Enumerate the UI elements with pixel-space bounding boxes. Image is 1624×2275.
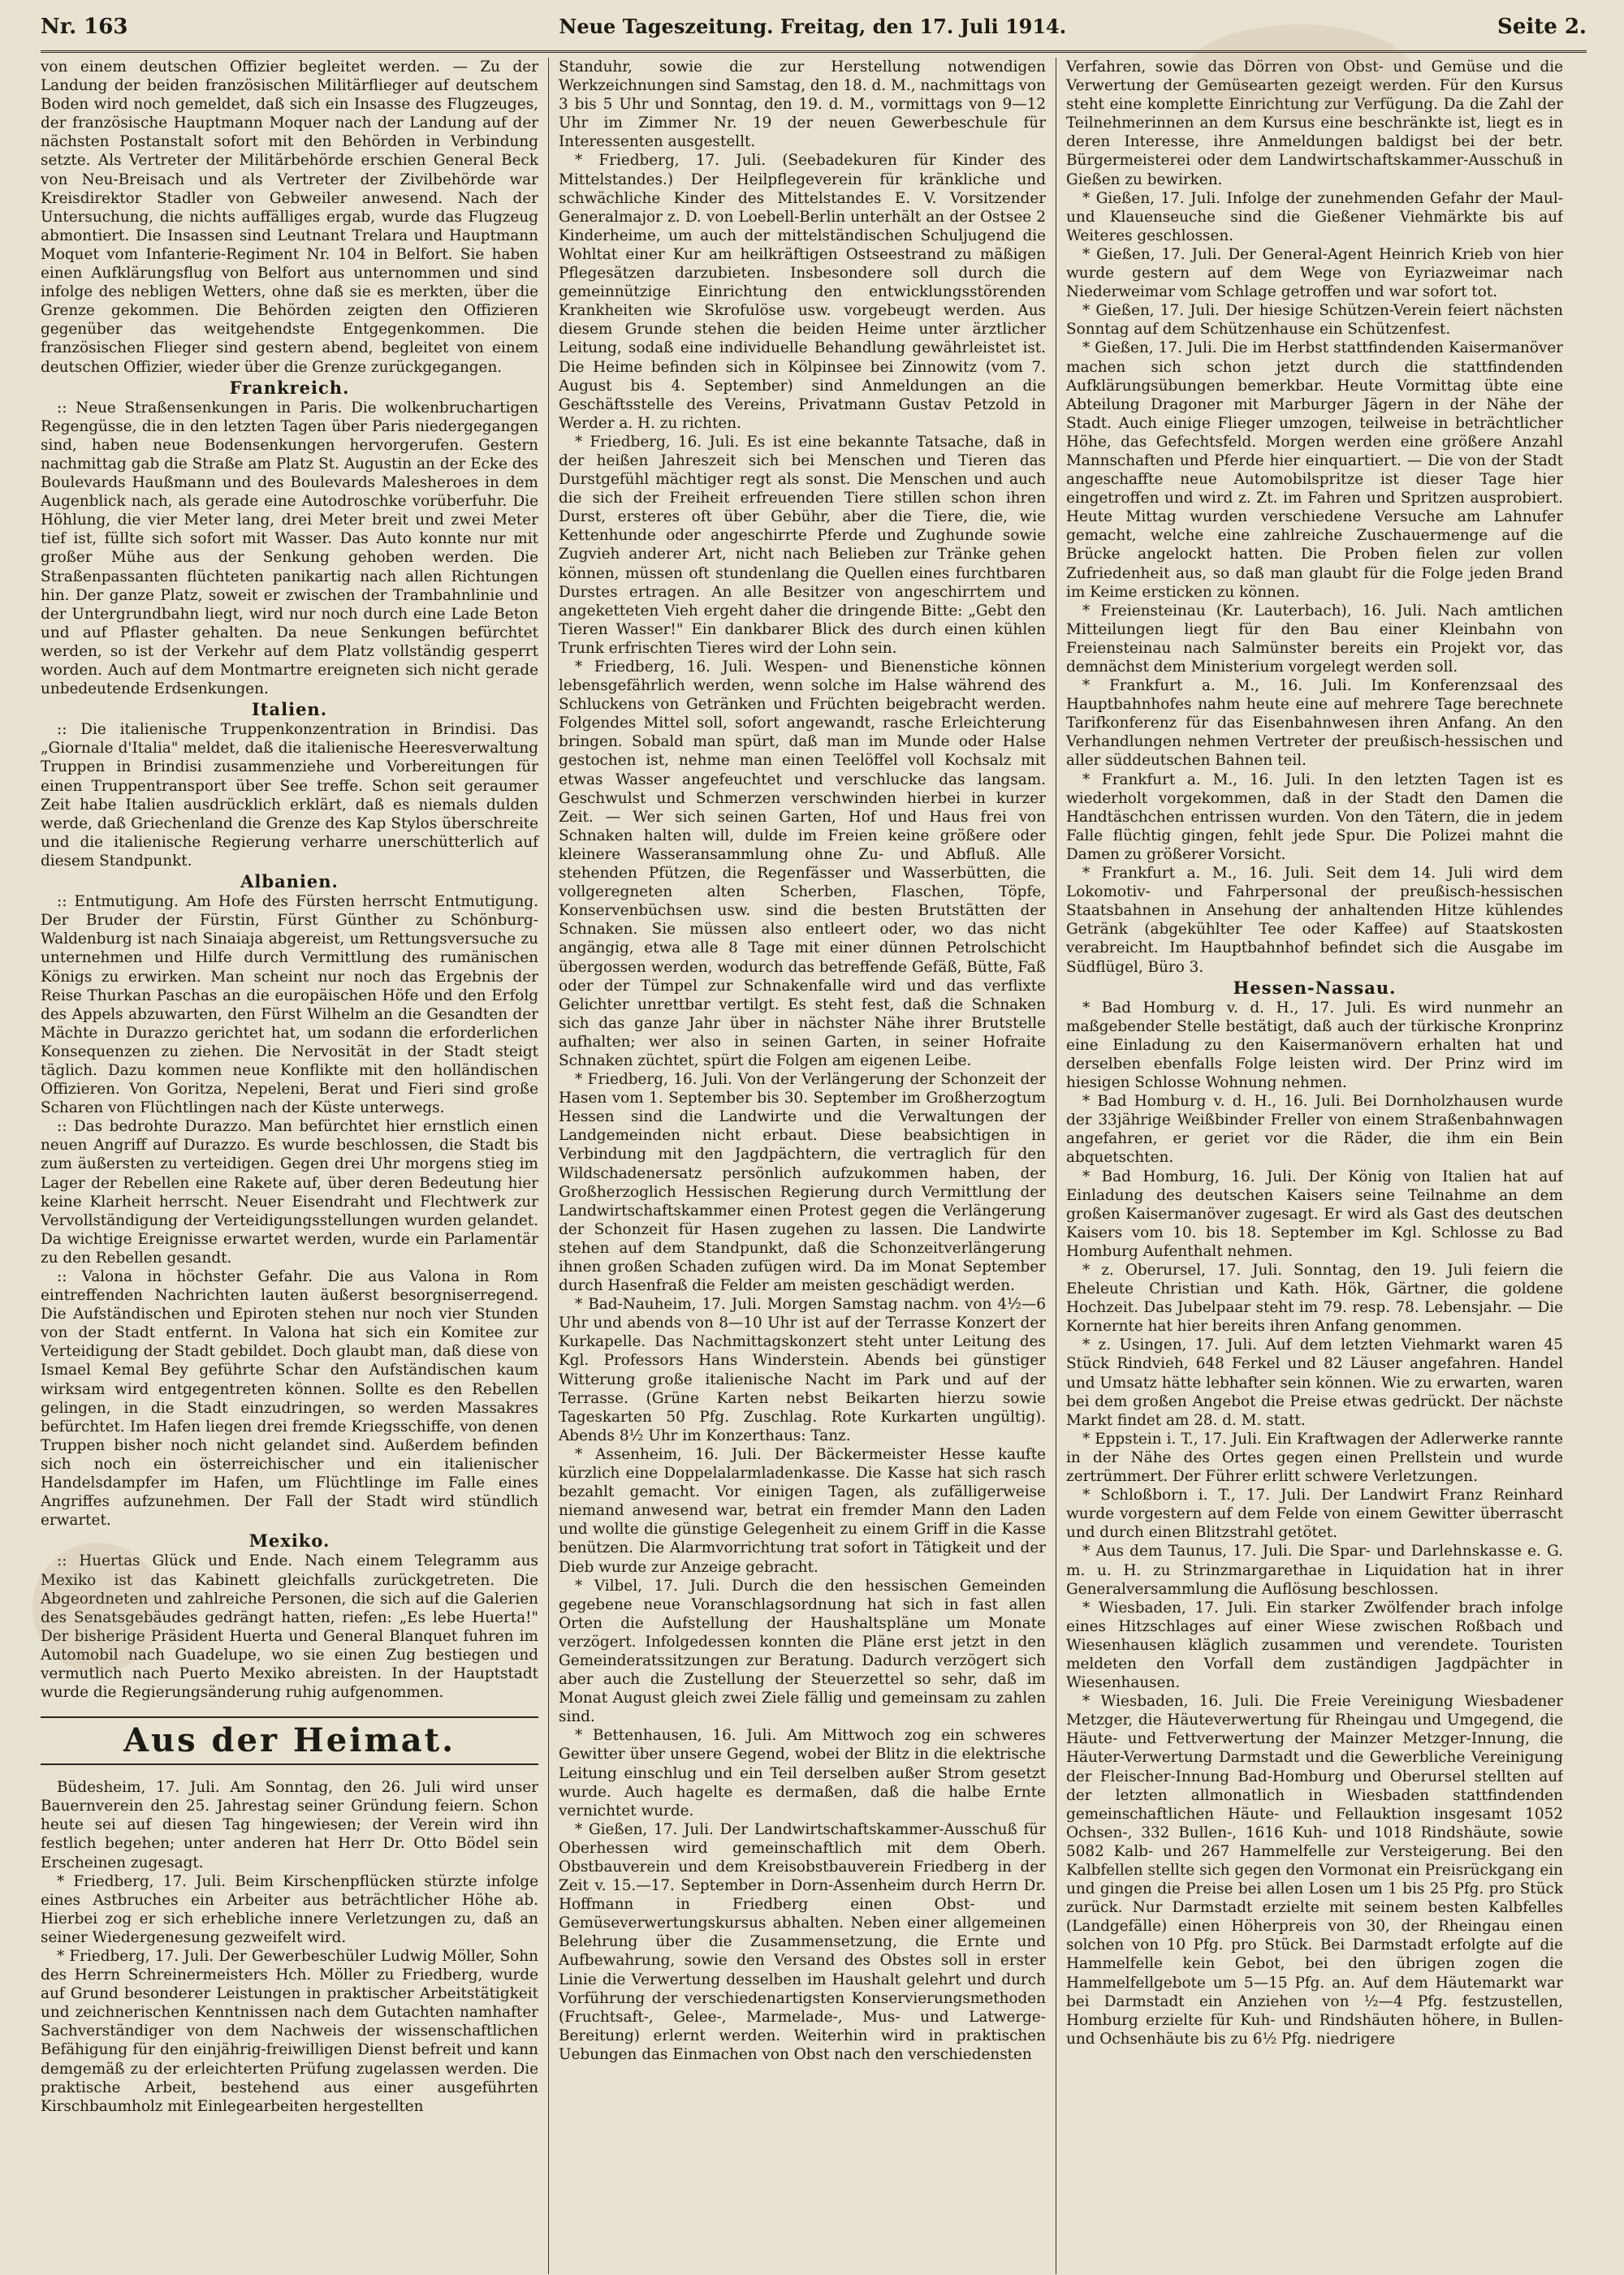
section-heading-mexiko: Mexiko. (248, 1530, 330, 1552)
article-columns (41, 58, 1587, 2274)
article-paragraph: Verfahren, sowie das Dörren von Obst- und Gemüse und die Verwertung der Gemüsearten gezeigt werden. Für den Kursus steht eine komplette Einrichtung zur Verfügung. Da die Zahl der Teilnehmerinnen an dem Kursus eine beschränkte ist, liegt es in deren Interesse, ihre Anmeldungen baldigst bei der betr. Bürgermeisterei oder dem Landwirtschaftskammer-Ausschuß in Gießen zu bewirken. (1066, 58, 1563, 188)
section-heading-hessen-nassau: Hessen-Nassau. (1233, 977, 1397, 998)
column-1 (41, 58, 548, 2274)
article-paragraph: * z. Oberursel, 17. Juli. Sonntag, den 19. Juli feiern die Eheleute Christian und Kath. Hök, Gärtner, die goldene Hochzeit. Das Jubelpaar steht im 79. resp. 78. Lebensjahr. — Die Kornernte hat hier bereits ihren Anfang genommen. (1066, 1262, 1563, 1336)
page-header (41, 15, 1587, 53)
article-paragraph: :: Neue Straßensenkungen in Paris. Die wolkenbruchartigen Regengüsse, die in den letzten Tagen über Paris niedergegangen sind, haben neue Bodensenkungen hervorgerufen. Gestern nachmittag gab die Straße am Platz St. Augustin an der Ecke des Boulevards Haußmann und des Boulevards Malesheroes in dem Augenblick nach, als gerade eine Autodroschke vorüberfuhr. Die Höhlung, die vier Meter lang, drei Meter breit und zwei Meter tief ist, füllte sich sofort mit Wasser. Das Auto konnte nur mit großer Mühe aus der Senkung gehoben werden. Die Straßenpassanten flüchteten panikartig nach allen Richtungen hin. Der ganze Platz, soweit er zwischen der Trambahnlinie und der Untergrundbahn liegt, wird nur noch durch eine Lade Beton und auf Pflaster gehalten. Da neue Senkungen befürchtet werden, so ist der Verkehr auf dem Platz vollständig gesperrt worden. Auch auf dem Montmartre ereigneten sich nicht gerade unbedeutende Erdsenkungen. (41, 399, 538, 698)
article-paragraph: * Bad Homburg v. d. H., 16. Juli. Bei Dornholzhausen wurde der 33jährige Weißbinder Freller von einem Straßenbahnwagen angefahren, er geriet vor die Räder, die ihm ein Bein abquetschten. (1066, 1093, 1563, 1167)
article-paragraph: * z. Usingen, 17. Juli. Auf dem letzten Viehmarkt waren 45 Stück Rindvieh, 648 Ferkel und 82 Läuser angefahren. Handel und Umsatz hätte lebhafter sein können. Wie zu erwarten, waren bei dem großen Angebot die Preise etwas gedrückt. Der nächste Markt findet am 28. d. M. statt. (1066, 1336, 1563, 1429)
article-paragraph: * Frankfurt a. M., 16. Juli. Seit dem 14. Juli wird dem Lokomotiv- und Fahrpersonal der preußisch-hessischen Staatsbahnen in Ansehung der anhaltenden Hitze kühlendes Getränk (abgekühlter Tee oder Kaffee) auf Staatskosten verabreicht. Im Hauptbahnhof befindet sich die Ausgabe im Südflügel, Büro 3. (1066, 865, 1563, 976)
article-paragraph: * Gießen, 17. Juli. Infolge der zunehmenden Gefahr der Maul- und Klauenseuche sind die Gießener Viehmärkte bis auf Weiteres geschlossen. (1066, 189, 1563, 244)
article-paragraph: Standuhr, sowie die zur Herstellung notwendigen Werkzeichnungen sind Samstag, den 18. d. M., nachmittags von 3 bis 5 Uhr und Sonntag, den 19. d. M., vormittags von 9—12 Uhr im Zimmer Nr. 19 der neuen Gewerbeschule für Interessenten ausgestellt. (559, 58, 1046, 151)
article-paragraph: * Bad Homburg v. d. H., 17. Juli. Es wird nunmehr an maßgebender Stelle bestätigt, daß auch der türkische Kronprinz eine Einladung zu den Kaisermanövern erhalten hat und derselben ebenfalls Folge leisten wird. Der Prinz wird im hiesigen Schlosse Wohnung nehmen. (1066, 999, 1563, 1092)
section-heading-italien: Italien. (251, 699, 328, 720)
article-paragraph: * Friedberg, 17. Juli. Der Gewerbeschüler Ludwig Möller, Sohn des Herrn Schreinermeisters Hch. Möller zu Friedberg, wurde auf Grund besonderer Leistungen in praktischer Arbeitstätigkeit und zeichnerischen Kenntnissen nach dem Gutachten namhafter Sachverständiger von dem Nachweis der wissenschaftlichen Befähigung für den einjährig-freiwilligen Dienst befreit und kann demgemäß zu der erleichterten Prüfung zugelassen werden. Die praktische Arbeit, bestehend aus einer ausgeführten Kirschbaumholz mit Einlegearbeiten hergestellten (41, 1948, 538, 2115)
article-paragraph: * Gießen, 17. Juli. Der General-Agent Heinrich Krieb von hier wurde gestern auf dem Wege von Eyriazweimar nach Niederweimar vom Schlage getroffen und war sofort tot. (1066, 245, 1563, 301)
page-number: Seite 2. (1497, 15, 1587, 39)
article-paragraph: * Gießen, 17. Juli. Die im Herbst stattfindenden Kaisermanöver machen sich schon jetzt durch die stattfindenden Aufklärungsübungen bemerkbar. Heute Vormittag übte eine Abteilung Dragoner mit Marburger Jägern in der Nähe der Stadt. Auch einige Flieger umzogen, teilweise in beträchtlicher Höhe, das Gefechtsfeld. Morgen werden eine größere Anzahl Mannschaften und Pferde hier einquartiert. — Die von der Stadt angeschaffte neue Automobilspritze ist dieser Tage hier eingetroffen und wird z. Zt. im Fahren und Spritzen ausprobiert. Heute Mittag wurden verschiedene Versuche am Lahnufer gemacht, welche eine zahlreiche Zuschauermenge auf die Brücke angelockt hatten. Die Proben fielen zur vollen Zufriedenheit aus, so daß man glaubt für die Folge jeden Brand im Keime ersticken zu können. (1066, 339, 1563, 601)
article-paragraph: :: Huertas Glück und Ende. Nach einem Telegramm aus Mexiko ist das Kabinett gleichfalls zurückgetreten. Die Abgeordneten und zahlreiche Personen, die sich auf die Galerien des Senatsgebäudes gedrängt hatten, riefen: „Es lebe Huerta!" Der bisherige Präsident Huerta und General Blanquet fuhren im Automobil nach Guadelupe, wo sie einen Zug bestiegen und vermutlich nach Puerto Mexiko abreisten. In der Hauptstadt wurde die Regierungsänderung ruhig aufgenommen. (41, 1552, 538, 1702)
article-paragraph: von einem deutschen Offizier begleitet werden. — Zu der Landung der beiden französischen Militärflieger auf deutschem Boden wird noch gemeldet, daß sich ein Insasse des Flugzeuges, der französische Hauptmann Moquer nach der Landung auf der nächsten Postanstalt sofort mit den Behörden in Verbindung setzte. Als Vertreter der Militärbehörde erschien General Beck von Neu-Breisach und als Vertreter der Zivilbehörde war Kreisdirektor Stadler von Gebweiler anwesend. Nach der Untersuchung, die nichts auffälliges ergab, wurde das Flugzeug abmontiert. Die Insassen sind Leutnant Trelara und Hauptmann Moquet vom Infanterie-Regiment Nr. 104 in Belfort. Sie haben einen Aufklärungsflug von Belfort aus unternommen und sind infolge des nebligen Wetters, ohne daß sie es merkten, über die Grenze gekommen. Die Behörden zeigten den Offizieren gegenüber das weitgehendste Entgegenkommen. Die französischen Flieger sind gestern abend, begleitet von einem deutschen Offizier, wieder über die Grenze zurückgegangen. (41, 58, 538, 376)
article-paragraph: * Friedberg, 16. Juli. Es ist eine bekannte Tatsache, daß in der heißen Jahreszeit sich bei Menschen und Tieren das Durstgefühl mächtiger regt als sonst. Die Menschen und auch die sich der Freiheit erfreuenden Tiere stillen schon ihren Durst, ersteres oft über Gebühr, aber die Tiere, die, wie Kettenhunde oder angeschirrte Pferde und Zughunde sowie Zugvieh anderer Art, nicht nach Belieben zur Tränke gehen können, müssen oft stundenlang die Quellen eines furchtbaren Durstes ertragen. An alle Besitzer von angeschirrtem und angeketteten Vieh ergeht daher die dringende Bitte: „Gebt den Tieren Wasser!" Ein dankbarer Blick des durch einen kühlen Trunk erfrischten Tieres wird der Lohn sein. (559, 433, 1046, 657)
article-paragraph: :: Valona in höchster Gefahr. Die aus Valona in Rom eintreffenden Nachrichten lauten äußerst besorgniserregend. Die Aufständischen und Epiroten stehen nur noch vier Stunden von der Stadt entfernt. In Valona hat sich ein Komitee zur Verteidigung der Stadt gebildet. Doch glaubt man, daß diese von Ismael Kemal Bey geführte Schar den Aufständischen kaum wirksam wird entgegentreten können. Sollte es den Rebellen gelingen, in die Stadt einzudringen, so werden Massakres befürchtet. Im Hafen liegen drei fremde Kriegsschiffe, von denen Truppen bisher noch nicht gelandet sind. Außerdem befinden sich noch ein österreichischer und ein italienischer Handelsdampfer im Hafen, um Flüchtlinge im Falle eines Angriffes aufzunehmen. Der Fall der Stadt wird stündlich erwartet. (41, 1268, 538, 1530)
article-paragraph: * Assenheim, 16. Juli. Der Bäckermeister Hesse kaufte kürzlich eine Doppelalarmladenkasse. Die Kasse hat sich rasch bezahlt gemacht. Vor einigen Tagen, als zufälligerweise niemand anwesend war, betrat ein fremder Mann den Laden und wollte die günstige Gelegenheit zu einem Griff in die Kasse benützen. Die Alarmvorrichtung trat sofort in Tätigkeit und der Dieb wurde zur Anzeige gebracht. (559, 1445, 1046, 1576)
section-heading-frankreich: Frankreich. (229, 377, 350, 398)
article-paragraph: * Wiesbaden, 16. Juli. Die Freie Vereinigung Wiesbadener Metzger, die Häuteverwertung für Rheingau und Umgegend, die Häute- und Fettverwertung der Mainzer Metzger-Innung, die Häuter-Verwertung Darmstadt und die Gewerbliche Vereinigung der Fleischer-Innung Bad-Homburg und Oberursel stellten auf der letzten allmonatlich in Wiesbaden stattfindenden gemeinschaftlichen Häute- und Fellauktion insgesamt 1052 Ochsen-, 332 Bullen-, 1616 Kuh- und 1018 Rindshäute, sowie 5082 Kalb- und 267 Hammelfelle zur Versteigerung. Bei den Kalbfellen stellte sich gegen den Vormonat ein Preisrückgang ein und gingen die Preise bei allen Losen um 1 bis 25 Pfg. pro Stück zurück. Nur Darmstadt erzielte mit seinem besten Kalbfelles (Landgefälle) einen Höherpreis von 30, der Rheingau einen solchen von 10 Pfg. pro Stück. Bei Darmstadt erfolgte auf die Hammelfelle kein Gebot, bei den übrigen zogen die Hammelfellgebote um 5—15 Pfg. an. Auf dem Häutemarkt war bei Darmstadt ein Anziehen von ½—4 Pfg. festzustellen, Homburg erzielte für Kuh- und Rindshäuten höhere, in Bullen- und Ochsenhäute bis zu 6½ Pfg. niedrigere (1066, 1693, 1563, 2048)
issue-number: Nr. 163 (41, 15, 128, 39)
article-paragraph: * Schloßborn i. T., 17. Juli. Der Landwirt Franz Reinhard wurde vorgestern auf dem Felde von einem Gewitter überrascht und durch einen Blitzstrahl getötet. (1066, 1487, 1563, 1542)
article-paragraph: * Bettenhausen, 16. Juli. Am Mittwoch zog ein schweres Gewitter über unsere Gegend, wobei der Blitz in die elektrische Leitung einschlug und ein Teil derselben außer Strom gesetzt wurde. Auch hagelte es dermaßen, daß die halbe Ernte vernichtet wurde. (559, 1727, 1046, 1820)
article-paragraph: * Frankfurt a. M., 16. Juli. In den letzten Tagen ist es wiederholt vorgekommen, daß in der Stadt den Damen die Handtäschchen entrissen wurden. Von den Tätern, die in jedem Falle flüchtig gingen, fehlt jede Spur. Die Polizei mahnt die Damen zu größerer Vorsicht. (1066, 771, 1563, 863)
section-heading-heimat: Aus der Heimat. (41, 1716, 538, 1765)
column-3 (1056, 58, 1563, 2274)
article-paragraph: * Freiensteinau (Kr. Lauterbach), 16. Juli. Nach amtlichen Mitteilungen liegt für den Bau einer Kleinbahn von Freiensteinau nach Salmünster bereits ein Projekt vor, das demnächst dem Ministerium vorgelegt werden soll. (1066, 602, 1563, 676)
article-paragraph: * Friedberg, 17. Juli. Beim Kirschenpflücken stürzte infolge eines Astbruches ein Arbeiter aus beträchtlicher Höhe ab. Hierbei zog er sich erhebliche innere Verletzungen zu, daß an seiner Wiedergenesung gezweifelt wird. (41, 1872, 538, 1946)
article-paragraph: :: Das bedrohte Durazzo. Man befürchtet hier ernstlich einen neuen Angriff auf Durazzo. Es wurde beschlossen, die Stadt bis zum äußersten zu verteidigen. Gegen drei Uhr morgens stieg im Lager der Rebellen eine Rakete auf, über deren Bedeutung hier keine Klarheit herrscht. Neuer Eisendraht und Flechtwerk zur Vervollständigung der Verteidigungsstellungen wurden gelandet. Da wichtige Ereignisse erwartet werden, wurde ein Parlamentär zu den Rebellen gesandt. (41, 1118, 538, 1267)
article-paragraph: * Bad-Nauheim, 17. Juli. Morgen Samstag nachm. von 4½—6 Uhr und abends von 8—10 Uhr ist auf der Terrasse Konzert der Kurkapelle. Das Nachmittagskonzert steht unter Leitung des Kgl. Professors Hans Winderstein. Abends bei günstiger Witterung große italienische Nacht im Park und auf der Terrasse. (Grüne Karten nebst Beikarten hierzu sowie Tageskarten 50 Pfg. Zuschlag. Rote Kurkarten ungültig). Abends 8½ Uhr im Konzerthaus: Tanz. (559, 1296, 1046, 1444)
article-paragraph: * Wiesbaden, 17. Juli. Ein starker Zwölfender brach infolge eines Hitzschlages auf einer Wiese zwischen Roßbach und Wiesenhausen kläglich zusammen und verendete. Touristen meldeten den Vorfall dem zuständigen Jagdpächter in Wiesenhausen. (1066, 1599, 1563, 1692)
column-2 (548, 58, 1056, 2274)
article-paragraph: * Vilbel, 17. Juli. Durch die den hessischen Gemeinden gegebene neue Voranschlagsordnung hat sich in fast allen Orten die Aufstellung der Haushaltspläne um Monate verzögert. Infolgedessen konnten die Pläne erst jetzt in den Gemeinderatssitzungen zur Beratung. Dadurch verzögert sich aber auch die Zustellung der Steuerzettel so sehr, daß im Monat August gleich zwei Ziele fällig und gemeinsam zu zahlen sind. (559, 1577, 1046, 1726)
article-paragraph: :: Entmutigung. Am Hofe des Fürsten herrscht Entmutigung. Der Bruder der Fürstin, Fürst Günther zu Schönburg-Waldenburg ist nach Sinaiaja abgereist, um Rettungsversuche zu unternehmen und Hilfe durch Vermittlung des rumänischen Königs zu erwirken. Man scheint nur noch das Ergebnis der Reise Thurkan Paschas an die europäischen Höfe und den Erfolg des Appels abzuwarten, den Fürst Wilhelm an die Gesandten der Mächte in Durazzo gerichtet hat, um sodann die erforderlichen Konsequenzen zu ziehen. Die Nervosität in der Stadt steigt täglich. Dazu kommen neue Konflikte mit den holländischen Offizieren. Von Goritza, Nepeleni, Berat und Fieri sind große Scharen von Flüchtlingen nach der Küste unterwegs. (41, 893, 538, 1117)
section-heading-albanien: Albanien. (240, 871, 339, 892)
article-paragraph: * Friedberg, 16. Juli. Von der Verlängerung der Schonzeit der Hasen vom 1. September bis 30. September im Großherzogtum Hessen sind die Landwirte und die Verwaltungen der Landgemeinden nicht erbaut. Diese beabsichtigen in Verbindung mit den Jagdpächtern, die vertraglich für den Wildschadenersatz persönlich aufzukommen haben, der Großherzoglich Hessischen Regierung durch Vermittlung der Landwirtschaftskammer einen Protest gegen die Verlängerung der Schonzeit für Hasen zugehen zu lassen. Die Landwirte stehen auf dem Standpunkt, daß die Schonzeitverlängerung ihnen großen Schaden zufügen wird. Da im Monat September durch Hasenfraß die Felder am meisten geschädigt werden. (559, 1071, 1046, 1295)
article-paragraph: * Bad Homburg, 16. Juli. Der König von Italien hat auf Einladung des deutschen Kaisers seine Teilnahme an dem großen Kaisermanöver zugesagt. Er wird als Gast des deutschen Kaisers vom 10. bis 18. September im Kgl. Schlosse zu Bad Homburg Aufenthalt nehmen. (1066, 1168, 1563, 1260)
article-paragraph: * Eppstein i. T., 17. Juli. Ein Kraftwagen der Adlerwerke rannte in der Nähe des Ortes gegen einen Prellstein und wurde zertrümmert. Der Führer erlitt schwere Verletzungen. (1066, 1430, 1563, 1486)
article-paragraph: * Aus dem Taunus, 17. Juli. Die Spar- und Darlehnskasse e. G. m. u. H. zu Strinzmargarethae in Liquidation hat in ihrer Generalversammlung die Auflösung beschlossen. (1066, 1543, 1563, 1598)
article-paragraph: :: Die italienische Truppenkonzentration in Brindisi. Das „Giornale d'Italia" meldet, daß die italienische Heeresverwaltung Truppen in Brindisi zusammenziehe und Vorbereitungen für einen Truppentransport über See treffe. Schon seit geraumer Zeit habe Italien ausdrücklich erklärt, daß es niemals dulden werde, daß Griechenland die Grenze des Kap Stylos überschreite und die italienische Regierung verharre unerschütterlich auf diesem Standpunkt. (41, 721, 538, 870)
article-paragraph: * Gießen, 17. Juli. Der Landwirtschaftskammer-Ausschuß für Oberhessen wird gemeinschaftlich mit dem Oberh. Obstbauverein und dem Kreisobstbauverein Friedberg in der Zeit v. 15.—17. September in Dorn-Assenheim durch Herrn Dr. Hoffmann in Friedberg einen Obst- und Gemüseverwertungskursus abhalten. Neben einer allgemeinen Belehrung über die Zusammensetzung, die Ernte und Aufbewahrung, sowie den Versand des Obstes soll in erster Linie die Verwertung desselben im Haushalt gelehrt und durch Vorführung der verschiedenartigsten Konservierungsmethoden (Fruchtsaft-, Gelee-, Marmelade-, Mus- und Latwerge-Bereitung) erlernt werden. Weiterhin wird in praktischen Uebungen das Einmachen von Obst nach den verschiedensten (559, 1820, 1046, 2063)
article-paragraph: Büdesheim, 17. Juli. Am Sonntag, den 26. Juli wird unser Bauernverein den 25. Jahrestag seiner Gründung feiern. Schon heute sei auf diesen Tag hingewiesen; der Verein wird ihn festlich begehen; unter anderen hat Herr Dr. Otto Bödel sein Erscheinen zugesagt. (41, 1779, 538, 1871)
masthead-line: Neue Tageszeitung. Freitag, den 17. Juli 1914. (559, 15, 1067, 38)
article-paragraph: * Gießen, 17. Juli. Der hiesige Schützen-Verein feiert nächsten Sonntag auf dem Schützenhause ein Schützenfest. (1066, 302, 1563, 339)
article-paragraph: * Friedberg, 16. Juli. Wespen- und Bienenstiche können lebensgefährlich werden, wenn solche im Halse während des Schluckens von Getränken und Früchten beigebracht werden. Folgendes Mittel soll, sofort angewandt, rasche Erleichterung bringen. Sobald man spürt, daß man im Munde oder Halse gestochen ist, nehme man einen Teelöffel voll Kochsalz mit etwas Wasser angefeuchtet und verschlucke das langsam. Geschwulst und Schmerzen verschwinden hierbei in kurzer Zeit. — Wer sich seinen Garten, Hof und Haus frei von Schnaken halten will, dulde im Freien keine größere oder kleinere Wasseransammlung ohne Zu- und Abfluß. Alle stehenden Pfützen, die Regenfässer und Wasserbütten, die vollgeregneten alten Scherben, Flaschen, Töpfe, Konservenbüchsen usw. sind die besten Brutstätten der Schnaken. Sie müssen also entleert oder, wo das nicht angängig, etwa alle 8 Tage mit einer dünnen Petrolschicht übergossen werden, wodurch das betreffende Gefäß, Bütte, Faß oder der Tümpel zur Schnakenfalle wird und das verflixte Gelichter unrettbar vertilgt. Es steht fest, daß die Schnaken sich das ganze Jahr über in nächster Nähe ihrer Brutstelle aufhalten; wer also in seinen Garten, in seiner Hofraite Schnaken züchtet, spürt die Folgen am eigenen Leibe. (559, 658, 1046, 1069)
article-paragraph: * Frankfurt a. M., 16. Juli. Im Konferenzsaal des Hauptbahnhofes nahm heute eine auf mehrere Tage berechnete Tarifkonferenz für das Eisenbahnwesen ihren Anfang. An den Verhandlungen nehmen Vertreter der preußisch-hessischen und aller süddeutschen Bahnen teil. (1066, 677, 1563, 770)
article-paragraph: * Friedberg, 17. Juli. (Seebadekuren für Kinder des Mittelstandes.) Der Heilpflegeverein für kränkliche und schwächliche Kinder des Mittelstandes E. V. Vorsitzender Generalmajor z. D. von Loebell-Berlin unterhält an der Ostsee 2 Kinderheime, um auch der mittelständischen Schuljugend die Wohltat einer Kur am heilkräftigen Ostseestrand zu mäßigen Pflegesätzen darzubieten. Insbesondere soll durch die gemeinnützige Einrichtung den entwicklungsstörenden Krankheiten wie Skrofulöse usw. vorgebeugt werden. Aus diesem Grunde stehen die beiden Heime unter ärztlicher Leitung, sodaß eine individuelle Behandlung gewährleistet ist. Die Heime befinden sich in Kölpinsee bei Zinnowitz (vom 7. August bis 4. September) sind Anmeldungen an die Geschäftsstelle des Vereins, Privatmann Gustav Petzold in Werder a. H. zu richten. (559, 152, 1046, 432)
